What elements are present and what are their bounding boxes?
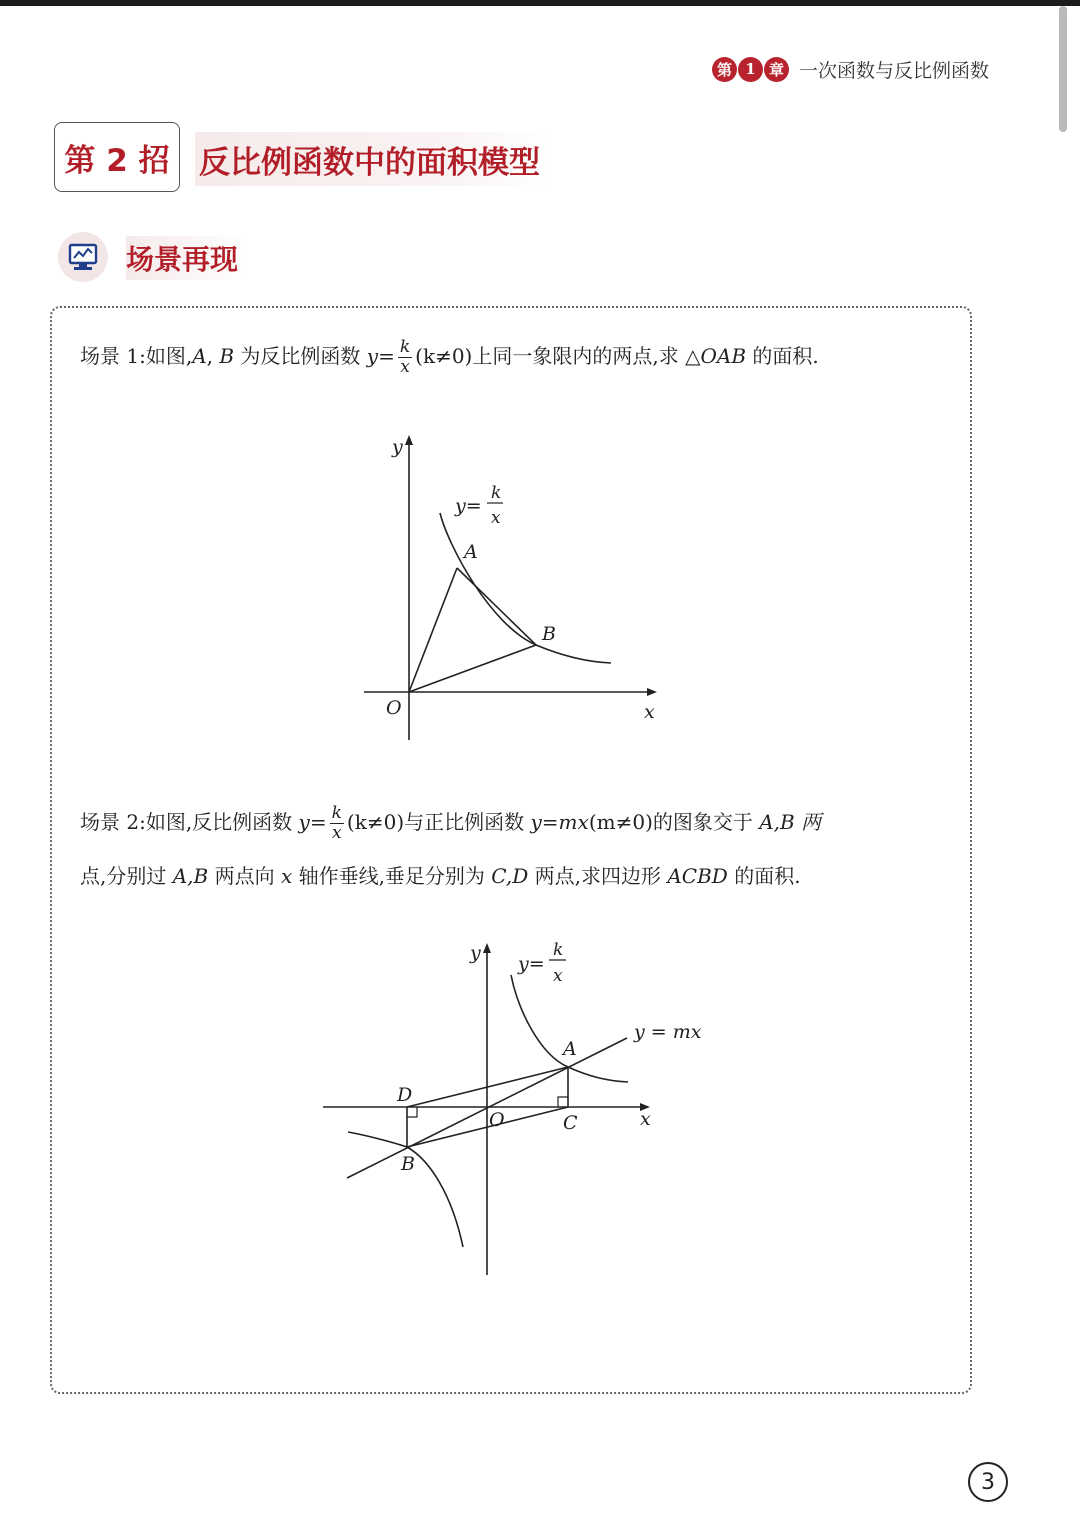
fig2-curve-label-x: x — [553, 966, 563, 986]
fig1-curve-label-x: x — [491, 508, 501, 528]
fig2-label-C: C — [563, 1112, 578, 1134]
fig1-label-y: y — [392, 436, 403, 458]
section-label: 场景再现 — [126, 236, 250, 280]
fig1-label-O: O — [386, 697, 402, 719]
scene2-line1: 场景 2:如图,反比例函数 y= $\frac{k}{x}$ (k≠0)与正比例函数 y=mx(m≠0)的图象交于 A,B 两 — [80, 803, 822, 843]
fig2-y-arrow — [483, 943, 491, 953]
fig1-label-A: A — [464, 541, 478, 563]
fig2-label-D: D — [397, 1084, 413, 1106]
fraction-k-over-x: $\frac{k}{x}$ — [331, 803, 342, 843]
fig1-label-B: B — [542, 623, 556, 645]
fig2-right-angle-D — [407, 1107, 417, 1117]
chapter-badge-char: 1 — [738, 57, 763, 82]
page-number: 3 — [968, 1462, 1008, 1502]
fraction-k-over-x: $\frac{k}{x}$ — [399, 337, 411, 377]
fig2-line-label: y = mx — [634, 1021, 702, 1043]
lesson-number: 第 2 招 — [54, 122, 180, 192]
fig2-curve-label-y: y= — [518, 953, 545, 975]
fig2-curve-label-k: k — [553, 940, 564, 960]
fig1-label-x: x — [644, 701, 655, 723]
fig2-label-O: O — [489, 1109, 505, 1131]
fig2-label-x: x — [640, 1108, 651, 1130]
fig1-curve-label-y: y= — [455, 495, 482, 517]
scene2-line2: 点,分别过 A,B 两点向 x 轴作垂线,垂足分别为 C,D 两点,求四边形 ACBD 的面积. — [80, 864, 801, 888]
fig2-label-y: y — [470, 942, 481, 964]
chapter-badge-char: 第 — [712, 57, 737, 82]
fig2-label-A: A — [563, 1038, 577, 1060]
lesson-title: 反比例函数中的面积模型 — [195, 132, 554, 186]
scene1-text: 场景 1:如图,A, B 为反比例函数 y= $\frac{k}{x}$ (k≠0)上同一象限内的两点,求 △OAB 的面积. — [80, 337, 819, 377]
chapter-title: 一次函数与反比例函数 — [799, 59, 990, 82]
fig1-curve-label-k: k — [491, 483, 502, 503]
fig2-right-angle-C — [558, 1097, 568, 1107]
chapter-badge-char: 章 — [764, 57, 789, 82]
fig2-label-B: B — [401, 1153, 415, 1175]
